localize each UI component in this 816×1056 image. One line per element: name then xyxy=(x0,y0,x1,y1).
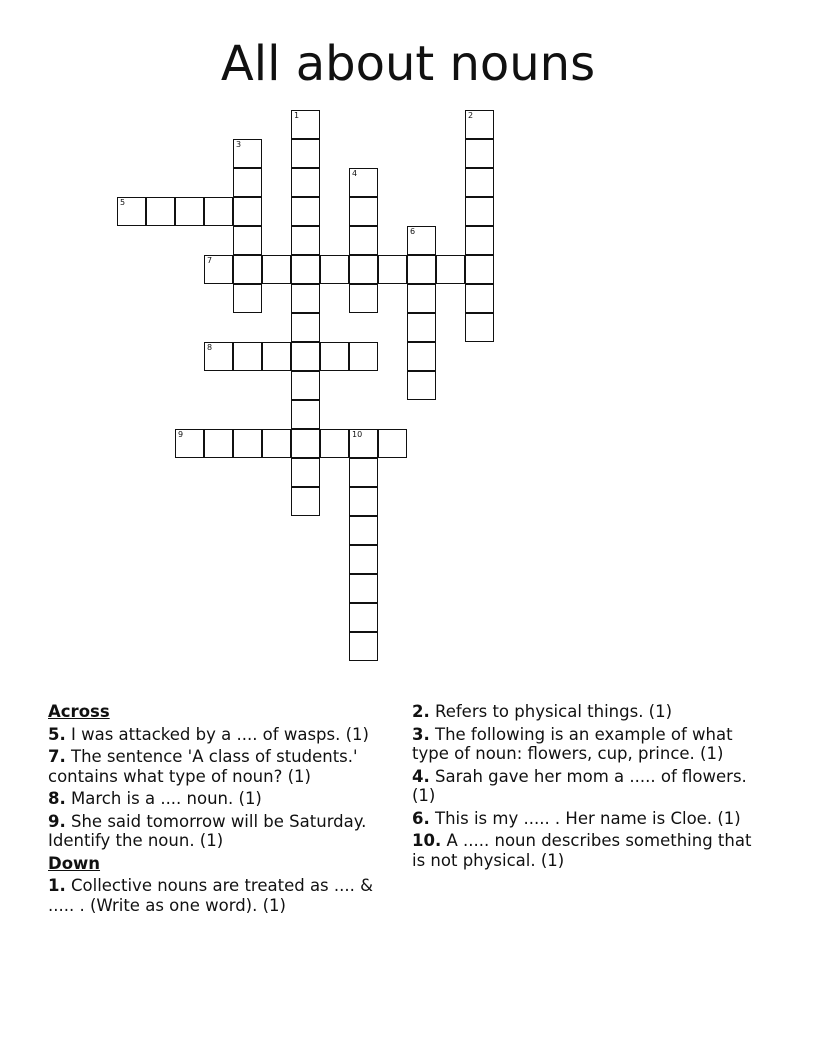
grid-cell[interactable] xyxy=(291,255,320,284)
grid-cell[interactable] xyxy=(407,371,436,400)
grid-cell[interactable] xyxy=(349,226,378,255)
clue-down-10 xyxy=(412,831,757,870)
clue-number: 4. xyxy=(412,766,430,786)
cell-number: 4 xyxy=(352,169,358,178)
clue-text: She said tomorrow will be Saturday. Identify the noun. (1) xyxy=(48,811,367,850)
clue-across-9 xyxy=(48,812,388,851)
grid-cell[interactable] xyxy=(465,168,494,197)
grid-cell[interactable] xyxy=(349,255,378,284)
grid-cell[interactable] xyxy=(146,197,175,226)
cell-number: 3 xyxy=(236,140,242,149)
down-heading: Down xyxy=(48,853,101,873)
grid-cell[interactable] xyxy=(233,255,262,284)
grid-cell[interactable] xyxy=(233,168,262,197)
clue-text: Collective nouns are treated as .... & ..... . (Write as one word). (1) xyxy=(48,876,373,915)
clue-down-6 xyxy=(412,809,757,829)
grid-cell[interactable] xyxy=(291,110,320,139)
grid-cell[interactable] xyxy=(175,197,204,226)
clue-number: 7. xyxy=(48,747,66,766)
grid-cell[interactable] xyxy=(233,197,262,226)
grid-cell[interactable] xyxy=(465,110,494,139)
grid-cell[interactable] xyxy=(349,574,378,603)
cell-number: 7 xyxy=(207,256,213,265)
clue-number: 9. xyxy=(48,811,66,831)
grid-cell[interactable] xyxy=(465,255,494,284)
grid-cell[interactable] xyxy=(291,429,320,458)
clue-number: 10. xyxy=(412,831,442,850)
clue-across-7 xyxy=(48,747,388,786)
clue-number: 1. xyxy=(48,876,66,895)
grid-cell[interactable] xyxy=(349,545,378,574)
grid-cell[interactable] xyxy=(262,429,291,458)
grid-cell[interactable] xyxy=(233,139,262,168)
across-heading: Across xyxy=(48,702,110,721)
grid-cell[interactable] xyxy=(407,313,436,342)
grid-cell[interactable] xyxy=(349,284,378,313)
clue-number: 3. xyxy=(412,724,430,744)
clue-text: The following is an example of what type of noun: flowers, cup, prince. (1) xyxy=(412,724,733,763)
grid-cell[interactable] xyxy=(291,168,320,197)
grid-cell[interactable] xyxy=(204,429,233,458)
grid-cell[interactable] xyxy=(349,516,378,545)
grid-cell[interactable] xyxy=(378,429,407,458)
clue-down-2 xyxy=(412,702,757,722)
grid-cell[interactable] xyxy=(233,226,262,255)
grid-cell[interactable] xyxy=(291,458,320,487)
grid-cell[interactable] xyxy=(233,342,262,371)
grid-cell[interactable] xyxy=(320,342,349,371)
clue-text: This is my ..... . Her name is Cloe. (1) xyxy=(429,808,741,828)
grid-cell[interactable] xyxy=(291,371,320,400)
grid-cell[interactable] xyxy=(291,400,320,429)
clue-number: 2. xyxy=(412,702,430,721)
cell-number: 1 xyxy=(294,111,300,120)
clue-text: Sarah gave her mom a ..... of flowers. (1) xyxy=(412,766,747,805)
grid-cell[interactable] xyxy=(349,429,378,458)
grid-cell[interactable] xyxy=(117,197,146,226)
clue-text: A ..... noun describes something that is not physical. (1) xyxy=(412,831,752,870)
grid-cell[interactable] xyxy=(204,255,233,284)
cell-number: 10 xyxy=(352,430,363,439)
grid-cell[interactable] xyxy=(233,284,262,313)
grid-cell[interactable] xyxy=(349,632,378,661)
grid-cell[interactable] xyxy=(262,255,291,284)
grid-cell[interactable] xyxy=(262,342,291,371)
grid-cell[interactable] xyxy=(436,255,465,284)
grid-cell[interactable] xyxy=(465,313,494,342)
grid-cell[interactable] xyxy=(291,342,320,371)
grid-cell[interactable] xyxy=(204,197,233,226)
grid-cell[interactable] xyxy=(320,429,349,458)
clue-text: The sentence 'A class of students.' contains what type of noun? (1) xyxy=(48,747,358,786)
grid-cell[interactable] xyxy=(407,284,436,313)
grid-cell[interactable] xyxy=(291,226,320,255)
cell-number: 2 xyxy=(468,111,474,120)
puzzle-title: All about nouns xyxy=(220,36,596,92)
grid-cell[interactable] xyxy=(465,139,494,168)
grid-cell[interactable] xyxy=(465,197,494,226)
grid-cell[interactable] xyxy=(349,458,378,487)
clue-across-5 xyxy=(48,725,388,745)
grid-cell[interactable] xyxy=(349,487,378,516)
clue-down-1 xyxy=(48,876,388,915)
grid-cell[interactable] xyxy=(291,487,320,516)
clues-right-column xyxy=(412,702,757,873)
cell-number: 5 xyxy=(120,198,126,207)
grid-cell[interactable] xyxy=(465,226,494,255)
clue-text: I was attacked by a .... of wasps. (1) xyxy=(65,724,369,744)
grid-cell[interactable] xyxy=(407,342,436,371)
clue-down-4 xyxy=(412,767,757,806)
clue-across-8 xyxy=(48,789,388,809)
grid-cell[interactable] xyxy=(407,255,436,284)
clue-number: 8. xyxy=(48,789,66,808)
cell-number: 9 xyxy=(178,430,184,439)
grid-cell[interactable] xyxy=(465,284,494,313)
grid-cell[interactable] xyxy=(407,226,436,255)
grid-cell[interactable] xyxy=(320,255,349,284)
clue-number: 5. xyxy=(48,724,66,744)
grid-cell[interactable] xyxy=(378,255,407,284)
cell-number: 6 xyxy=(410,227,416,236)
grid-cell[interactable] xyxy=(291,313,320,342)
clue-text: Refers to physical things. (1) xyxy=(429,702,673,721)
clue-text: March is a .... noun. (1) xyxy=(65,789,262,808)
grid-cell[interactable] xyxy=(349,168,378,197)
clue-down-3 xyxy=(412,725,757,764)
grid-cell[interactable] xyxy=(349,603,378,632)
clues-left-column xyxy=(48,702,388,918)
grid-cell[interactable] xyxy=(291,139,320,168)
grid-cell[interactable] xyxy=(349,342,378,371)
grid-cell[interactable] xyxy=(233,429,262,458)
grid-cell[interactable] xyxy=(204,342,233,371)
grid-cell[interactable] xyxy=(291,197,320,226)
grid-cell[interactable] xyxy=(349,197,378,226)
grid-cell[interactable] xyxy=(175,429,204,458)
grid-cell[interactable] xyxy=(291,284,320,313)
clue-number: 6. xyxy=(412,808,430,828)
cell-number: 8 xyxy=(207,343,213,352)
